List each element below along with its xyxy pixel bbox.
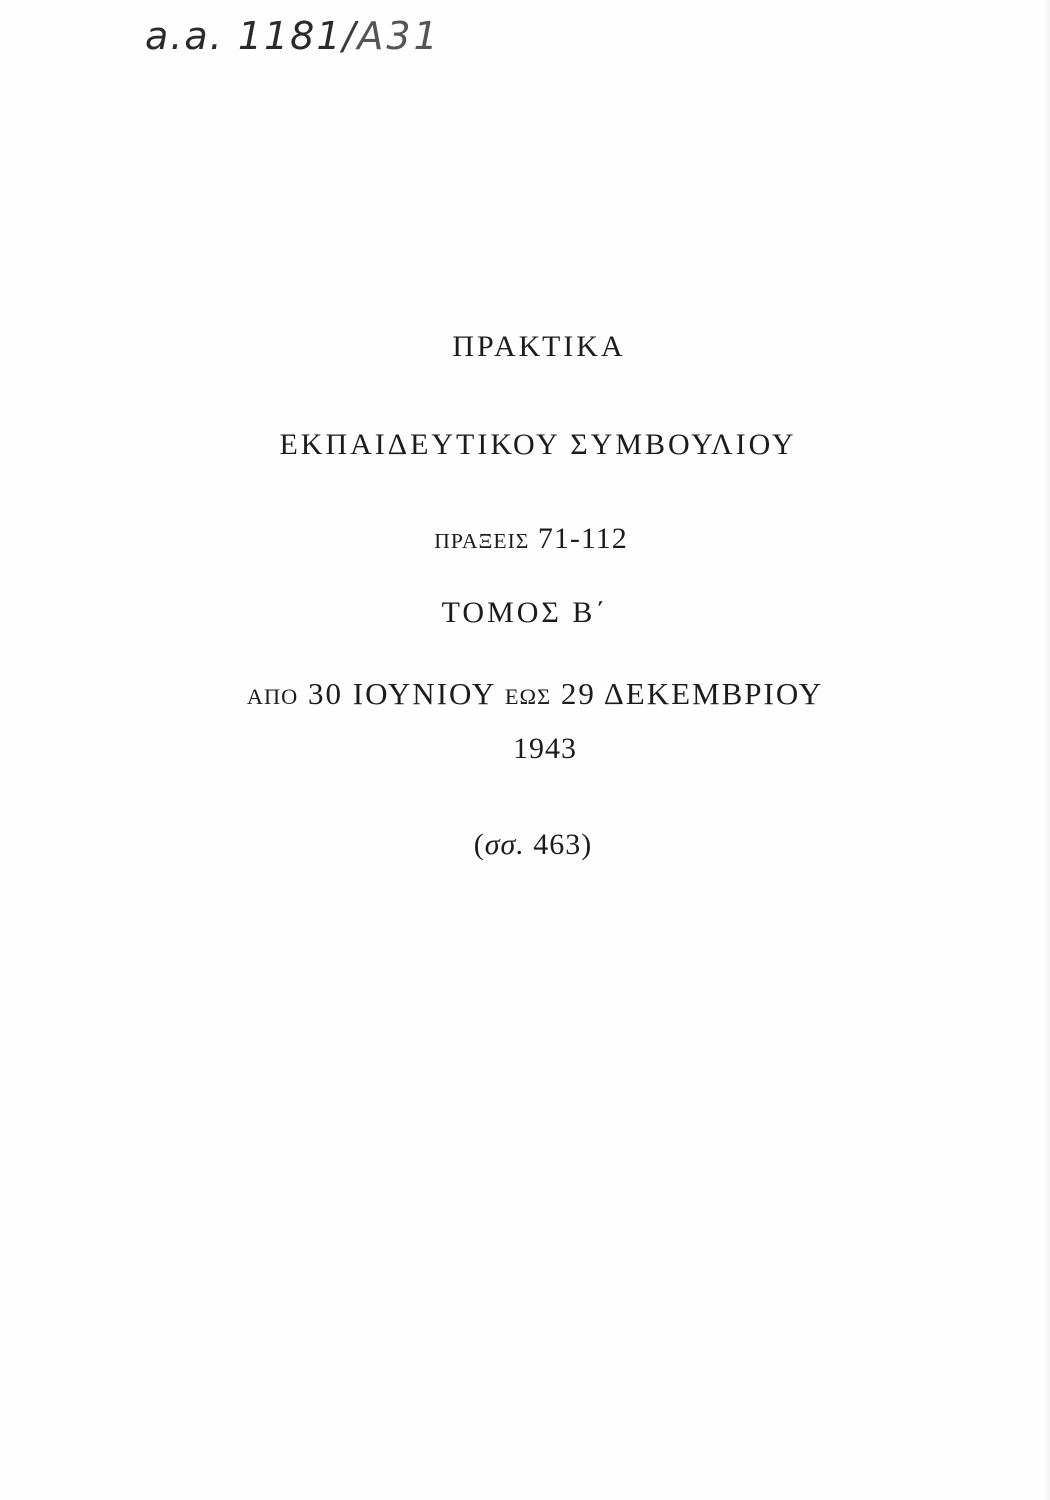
page-count: 463: [524, 828, 582, 861]
archive-ref-number: 1181: [237, 14, 343, 58]
handwritten-archive-reference: [145, 14, 441, 58]
document-subtitle: ΕΚΠΑΙΔΕΥΤΙΚΟΥ ΣΥΜΒΟΥΛΙΟΥ: [279, 428, 797, 461]
archive-ref-suffix: A31: [357, 14, 441, 58]
acts-range-line: [0, 522, 1050, 556]
to-date: 29 ΔΕΚΕΜΒΡΙΟΥ: [560, 676, 824, 711]
volume-label: ΤΟΜΟΣ Β΄: [441, 596, 609, 629]
page-count-close-paren: ): [581, 828, 593, 861]
page-edge-shadow: [1044, 0, 1050, 1500]
archive-ref-separator: /: [342, 14, 358, 58]
page-count-open-paren: (: [473, 828, 485, 861]
year: 1943: [513, 732, 577, 765]
from-label: ΑΠΟ: [246, 684, 299, 709]
date-range-line: [0, 676, 1050, 712]
document-title: ΠΡΑΚΤΙΚΑ: [452, 330, 626, 363]
acts-label: ΠΡΑΞΕΙΣ: [434, 529, 530, 553]
page-count-abbr: σσ.: [484, 828, 525, 861]
acts-range: 71-112: [537, 522, 628, 555]
archive-ref-prefix: a.a.: [145, 14, 224, 58]
to-label: ΕΩΣ: [504, 684, 552, 709]
page-count-line: [0, 828, 1050, 862]
from-date: 30 ΙΟΥΝΙΟΥ: [308, 676, 496, 711]
